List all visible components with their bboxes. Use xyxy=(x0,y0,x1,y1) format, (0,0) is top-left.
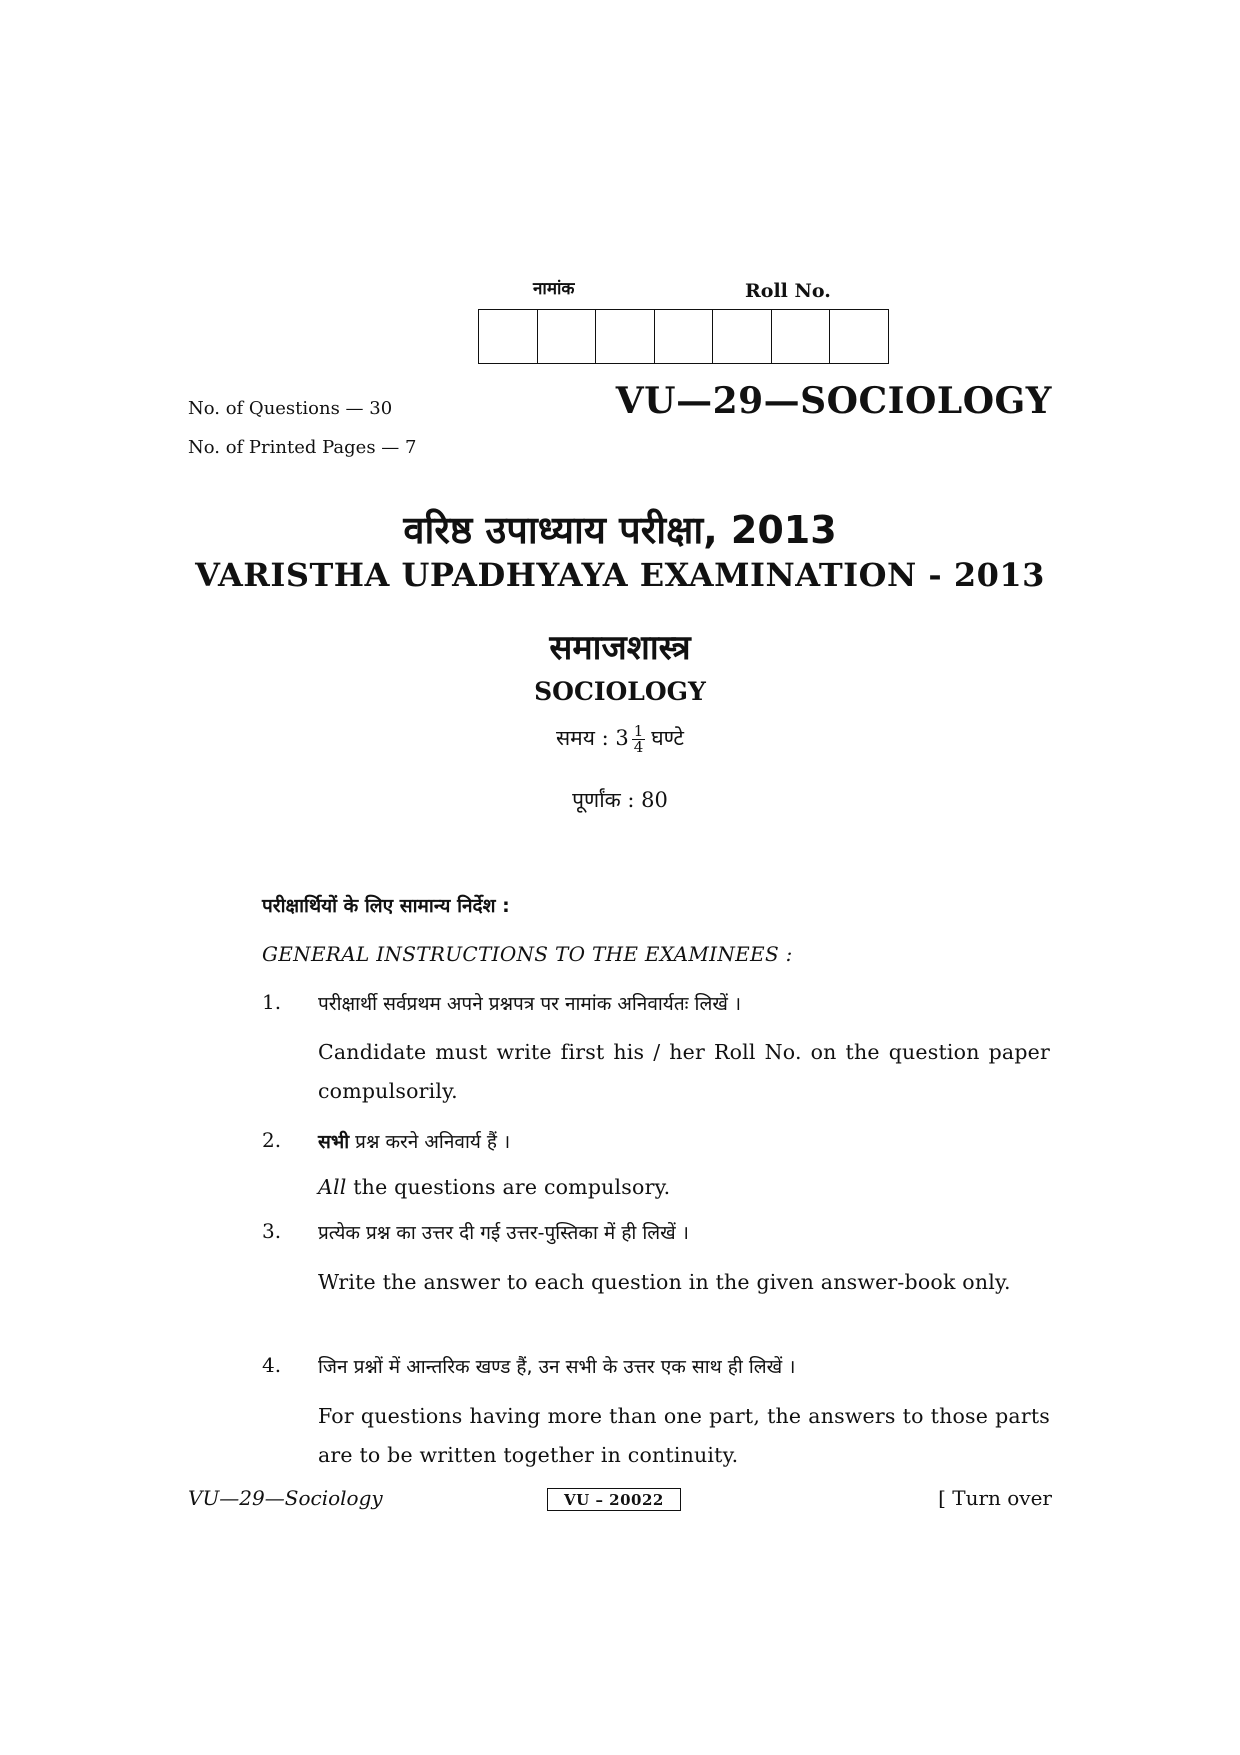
time-suffix: घण्टे xyxy=(651,726,685,750)
roll-label-hindi: नामांक xyxy=(533,279,575,299)
instructions-heading-hindi: परीक्षार्थियों के लिए सामान्य निर्देश : xyxy=(262,895,510,917)
maximum-marks: पूर्णांक : 80 xyxy=(572,788,668,812)
time-fraction xyxy=(632,724,646,755)
instruction-english: Candidate must write first his / her Roll No. on the question paper compulsorily. xyxy=(318,1040,1050,1103)
roll-digit-box[interactable] xyxy=(712,309,772,364)
instruction-hindi: परीक्षार्थी सर्वप्रथम अपने प्रश्नपत्र पर नामांक अनिवार्यतः लिखें । xyxy=(318,993,742,1015)
instruction-number: 3. xyxy=(262,1219,282,1243)
footer-paper-code: VU—29—Sociology xyxy=(188,1486,383,1510)
fraction-denominator: 4 xyxy=(633,738,644,756)
instruction-hindi: जिन प्रश्नों में आन्तरिक खण्ड हैं, उन सभी के उत्तर एक साथ ही लिखें । xyxy=(318,1356,796,1378)
instruction-english xyxy=(318,1168,1050,1207)
roll-digit-box[interactable] xyxy=(537,309,597,364)
roll-digit-box[interactable] xyxy=(654,309,714,364)
instructions-heading-english: GENERAL INSTRUCTIONS TO THE EXAMINEES : xyxy=(262,942,793,966)
subject-english: SOCIOLOGY xyxy=(534,677,706,706)
instruction-hindi-rest: प्रश्न करने अनिवार्य हैं । xyxy=(349,1131,511,1153)
subject-hindi: समाजशास्त्र xyxy=(549,628,691,668)
instruction-english-rest: the questions are compulsory. xyxy=(346,1175,671,1199)
paper-code: VU—29—SOCIOLOGY xyxy=(615,380,1052,422)
instruction-hindi xyxy=(318,1128,510,1154)
instruction-hindi: प्रत्येक प्रश्न का उत्तर दी गई उत्तर-पुस्तिका में ही लिखें । xyxy=(318,1222,689,1244)
instruction-english: For questions having more than one part, the answers to those parts are to be written together in continuity. xyxy=(318,1404,1050,1467)
instruction-number: 1. xyxy=(262,990,282,1014)
roll-label-english: Roll No. xyxy=(745,280,831,302)
roll-digit-box[interactable] xyxy=(595,309,655,364)
roll-digit-box[interactable] xyxy=(478,309,538,364)
fraction-numerator: 1 xyxy=(633,722,644,740)
time-allowed xyxy=(0,724,1240,755)
emphasis-all-hindi: सभी xyxy=(318,1131,350,1153)
instruction-number: 4. xyxy=(262,1353,282,1377)
turn-over-note: [ Turn over xyxy=(938,1486,1052,1510)
roll-digit-box[interactable] xyxy=(771,309,831,364)
instruction-number: 2. xyxy=(262,1128,282,1152)
footer-booklet-code: VU – 20022 xyxy=(547,1488,681,1511)
emphasis-all-english: All xyxy=(318,1175,347,1199)
number-of-pages: No. of Printed Pages — 7 xyxy=(188,437,417,458)
roll-digit-box[interactable] xyxy=(829,309,889,364)
number-of-questions: No. of Questions — 30 xyxy=(188,398,393,419)
exam-title-hindi: वरिष्ठ उपाध्याय परीक्षा, 2013 xyxy=(403,508,837,552)
roll-number-boxes xyxy=(478,309,889,364)
exam-title-english: VARISTHA UPADHYAYA EXAMINATION - 2013 xyxy=(195,556,1045,594)
time-prefix: समय : 3 xyxy=(555,726,629,750)
instruction-english: Write the answer to each question in the given answer-book only. xyxy=(318,1270,1011,1294)
